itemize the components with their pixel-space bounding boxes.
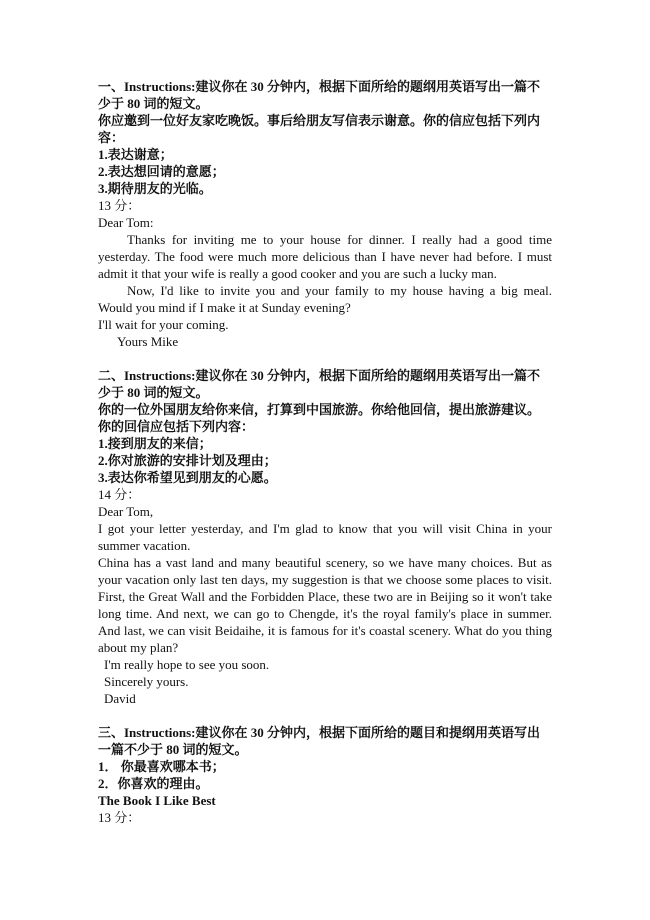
section-2-point-2: 2.你对旅游的安排计划及理由； — [98, 453, 277, 468]
section-2-greeting: Dear Tom, — [98, 504, 154, 519]
document-page — [98, 78, 552, 843]
section-1-prompt-cont: 容： — [98, 130, 125, 145]
section-1-point-1: 1.表达谢意； — [98, 147, 173, 162]
section-2-point-3: 3.表达你希望见到朋友的心愿。 — [98, 470, 277, 485]
section-1-paragraph-2: Now, I'd like to invite you and your family to my house having a big meal. Would you mind if I make it at Sunday evening? — [98, 283, 552, 315]
section-3-point-2: 2．你喜欢的理由。 — [98, 776, 209, 791]
section-1-closing-line: I'll wait for your coming. — [98, 317, 229, 332]
section-2-paragraph-2: China has a vast land and many beautiful scenery, so we have many choices. But as your vacation only last ten days, my suggestion is that we choose some places to visit. First, the Great Wall and the Forbidden Place, these two are in Beijing so it won't take long time. And next, we can go to Chengde, it's the royal family's place in summer. And last, we can visit Beidaihe, it is famous for it's coastal scenery. What do you thing about my plan? — [98, 555, 552, 655]
section-1-paragraph-1: Thanks for inviting me to your house for dinner. I really had a good time yesterday. The food were much more delicious than I have never had before. I must admit it that your wife is really a good cooker and you are such a lucky man. — [98, 232, 552, 281]
section-2-closing-3: David — [104, 691, 136, 706]
section-1-signoff: Yours Mike — [117, 334, 179, 349]
section-2-prompt-cont: 你的回信应包括下列内容： — [98, 419, 255, 434]
section-2 — [98, 367, 552, 707]
section-1 — [98, 78, 552, 350]
section-1-heading: 一、Instructions:建议你在 30 分钟内，根据下面所给的题纲用英语写出一篇不 — [98, 79, 541, 94]
section-1-score: 13 分： — [98, 198, 141, 213]
section-3 — [98, 724, 552, 826]
section-2-heading: 二、Instructions:建议你在 30 分钟内，根据下面所给的题纲用英语写出一篇不 — [98, 368, 541, 383]
section-1-prompt: 你应邀到一位好友家吃晚饭。事后给朋友写信表示谢意。你的信应包括下列内 — [98, 113, 541, 128]
section-2-score: 14 分： — [98, 487, 141, 502]
section-2-heading-cont: 少于 80 词的短文。 — [98, 385, 209, 400]
section-1-heading-cont: 少于 80 词的短文。 — [98, 96, 209, 111]
section-3-point-1: 1． 你最喜欢哪本书； — [98, 759, 225, 774]
section-3-title: The Book I Like Best — [98, 793, 216, 808]
section-2-prompt: 你的一位外国朋友给你来信，打算到中国旅游。你给他回信，提出旅游建议。 — [98, 402, 541, 417]
section-1-point-3: 3.期待朋友的光临。 — [98, 181, 212, 196]
section-2-closing-2: Sincerely yours. — [104, 674, 189, 689]
section-1-point-2: 2.表达想回请的意愿； — [98, 164, 225, 179]
section-2-paragraph-1: I got your letter yesterday, and I'm glad to know that you will visit China in your summer vacation. — [98, 521, 552, 553]
section-2-point-1: 1.接到朋友的来信； — [98, 436, 212, 451]
section-2-closing-1: I'm really hope to see you soon. — [104, 657, 270, 672]
section-1-greeting: Dear Tom: — [98, 215, 154, 230]
section-3-heading: 三、Instructions:建议你在 30 分钟内，根据下面所给的题目和提纲用英语写出 — [98, 725, 541, 740]
section-3-heading-cont: 一篇不少于 80 词的短文。 — [98, 742, 248, 757]
section-3-score: 13 分： — [98, 810, 141, 825]
